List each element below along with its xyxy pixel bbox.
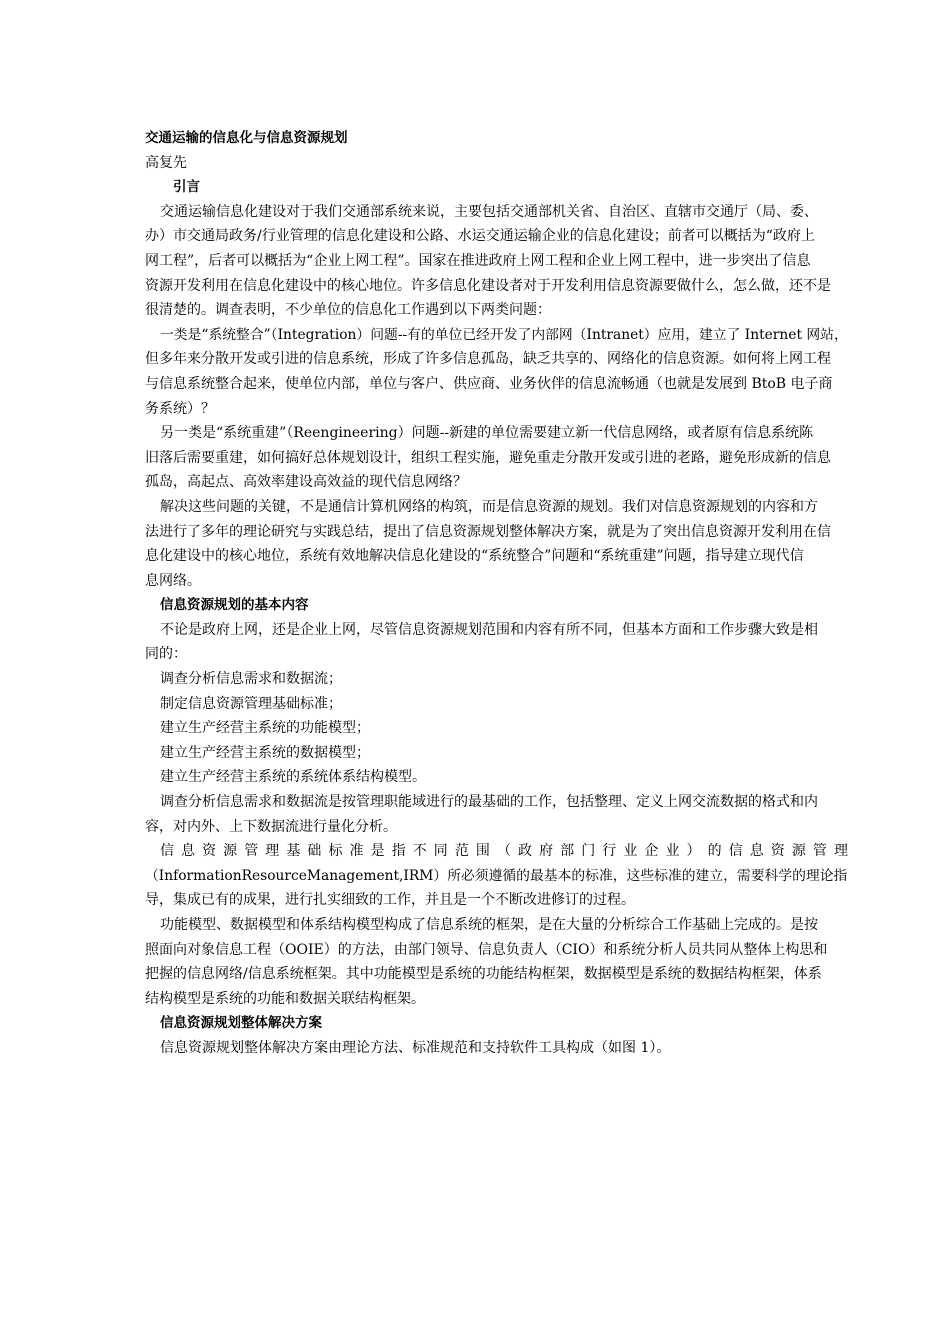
text-line: 与信息系统整合起来，使单位内部，单位与客户、供应商、业务伙伴的信息流畅通（也就是发展到 BtoB 电子商 xyxy=(145,375,833,392)
text-line: 务系统）？ xyxy=(145,400,215,417)
text-line: 息化建设中的核心地位，系统有效地解决信息化建设的“系统整合”问题和“系统重建”问题，指导建立现代信 xyxy=(145,548,804,565)
text-line: 容，对内外、上下数据流进行量化分析。 xyxy=(145,818,397,835)
paragraph-3 xyxy=(145,421,848,495)
text-line: 法进行了多年的理论研究与实践总结，提出了信息资源规划整体解决方案，就是为了突出信息资源开发利用在信 xyxy=(145,523,831,540)
paragraph-8 xyxy=(145,1036,848,1061)
text-line: 把握的信息网络/信息系统框架。其中功能模型是系统的功能结构框架，数据模型是系统的数据结构框架，体系 xyxy=(145,966,822,983)
text-line: 网工程”，后者可以概括为“企业上网工程”。国家在推进政府上网工程和企业上网工程中，进一步突出了信息 xyxy=(145,252,811,269)
section-heading: 信息资源规划整体解决方案 xyxy=(160,1015,322,1032)
text-line: 另一类是“系统重建”（Reengineering）问题--新建的单位需要建立新一代信息网络，或者原有信息系统陈 xyxy=(160,425,814,442)
list-item: 建立生产经营主系统的功能模型； xyxy=(160,720,370,737)
text-line: 一类是“系统整合”（Integration）问题--有的单位已经开发了内部网（Intranet）应用，建立了 Internet 网站， xyxy=(160,326,848,343)
text-line: 旧落后需要重建，如何搞好总体规划设计，组织工程实施，避免重走分散开发或引进的老路，避免形成新的信息 xyxy=(145,449,831,466)
text-line: 照面向对象信息工程（OOIE）的方法，由部门领导、信息负责人（CIO）和系统分析人员共同从整体上构思和 xyxy=(145,941,828,958)
text-line: 解决这些问题的关键，不是通信计算机网络的构筑，而是信息资源的规划。我们对信息资源规划的内容和方 xyxy=(160,498,818,515)
text-line: 信息资源规划整体解决方案由理论方法、标准规范和支持软件工具构成（如图 1）。 xyxy=(160,1039,671,1056)
text-line: 同的： xyxy=(145,646,187,663)
text-line: 结构模型是系统的功能和数据关联结构框架。 xyxy=(145,990,425,1007)
text-line: 导，集成已有的成果，进行扎实细致的工作，并且是一个不断改进修订的过程。 xyxy=(145,892,635,909)
list-item: 建立生产经营主系统的系统体系结构模型。 xyxy=(160,769,426,786)
list-item: 调查分析信息需求和数据流； xyxy=(160,671,342,688)
steps-list xyxy=(145,667,848,790)
document-title: 交通运输的信息化与信息资源规划 xyxy=(145,130,348,146)
list-item: 制定信息资源管理基础标准； xyxy=(160,695,342,712)
paragraph-7 xyxy=(145,913,848,1011)
paragraph-6 xyxy=(145,839,848,913)
document-author: 高复先 xyxy=(145,154,187,171)
paragraph-5 xyxy=(145,790,848,839)
section1-intro xyxy=(145,618,848,667)
paragraph-1 xyxy=(145,200,848,323)
paragraph-4 xyxy=(145,495,848,593)
text-line: （InformationResourceManagement,IRM）所必须遵循的最基本的标准，这些标准的建立，需要科学的理论指 xyxy=(145,867,848,884)
text-line: 很清楚的。调查表明，不少单位的信息化工作遇到以下两类问题： xyxy=(145,302,551,319)
text-line: 息网络。 xyxy=(145,572,201,589)
text-line: 信息资源管理基础标准是指不同范围（政府部门行业企业）的信息资源管理 xyxy=(160,843,848,860)
intro-heading: 引言 xyxy=(173,179,200,196)
document-body xyxy=(145,126,848,1061)
text-line: 功能模型、数据模型和体系结构模型构成了信息系统的框架，是在大量的分析综合工作基础上完成的。是按 xyxy=(160,917,818,933)
paragraph-2 xyxy=(145,323,848,421)
text-line: 办）市交通局政务/行业管理的信息化建设和公路、水运交通运输企业的信息化建设；前者可以概括为“政府上 xyxy=(145,228,815,245)
text-line: 交通运输信息化建设对于我们交通部系统来说，主要包括交通部机关省、自治区、直辖市交通厅（局、委、 xyxy=(160,203,818,220)
section-heading: 信息资源规划的基本内容 xyxy=(160,597,309,614)
text-line: 但多年来分散开发或引进的信息系统，形成了许多信息孤岛，缺乏共享的、网络化的信息资源。如何将上网工程 xyxy=(145,351,831,368)
text-line: 调查分析信息需求和数据流是按管理职能域进行的最基础的工作，包括整理、定义上网交流数据的格式和内 xyxy=(160,794,818,811)
text-line: 不论是政府上网，还是企业上网，尽管信息资源规划范围和内容有所不同，但基本方面和工作步骤大致是相 xyxy=(160,621,818,638)
text-line: 资源开发利用在信息化建设中的核心地位。许多信息化建设者对于开发利用信息资源要做什么，怎么做，还不是 xyxy=(145,277,831,294)
text-line: 孤岛，高起点、高效率建设高效益的现代信息网络？ xyxy=(145,474,467,491)
list-item: 建立生产经营主系统的数据模型； xyxy=(160,744,370,761)
